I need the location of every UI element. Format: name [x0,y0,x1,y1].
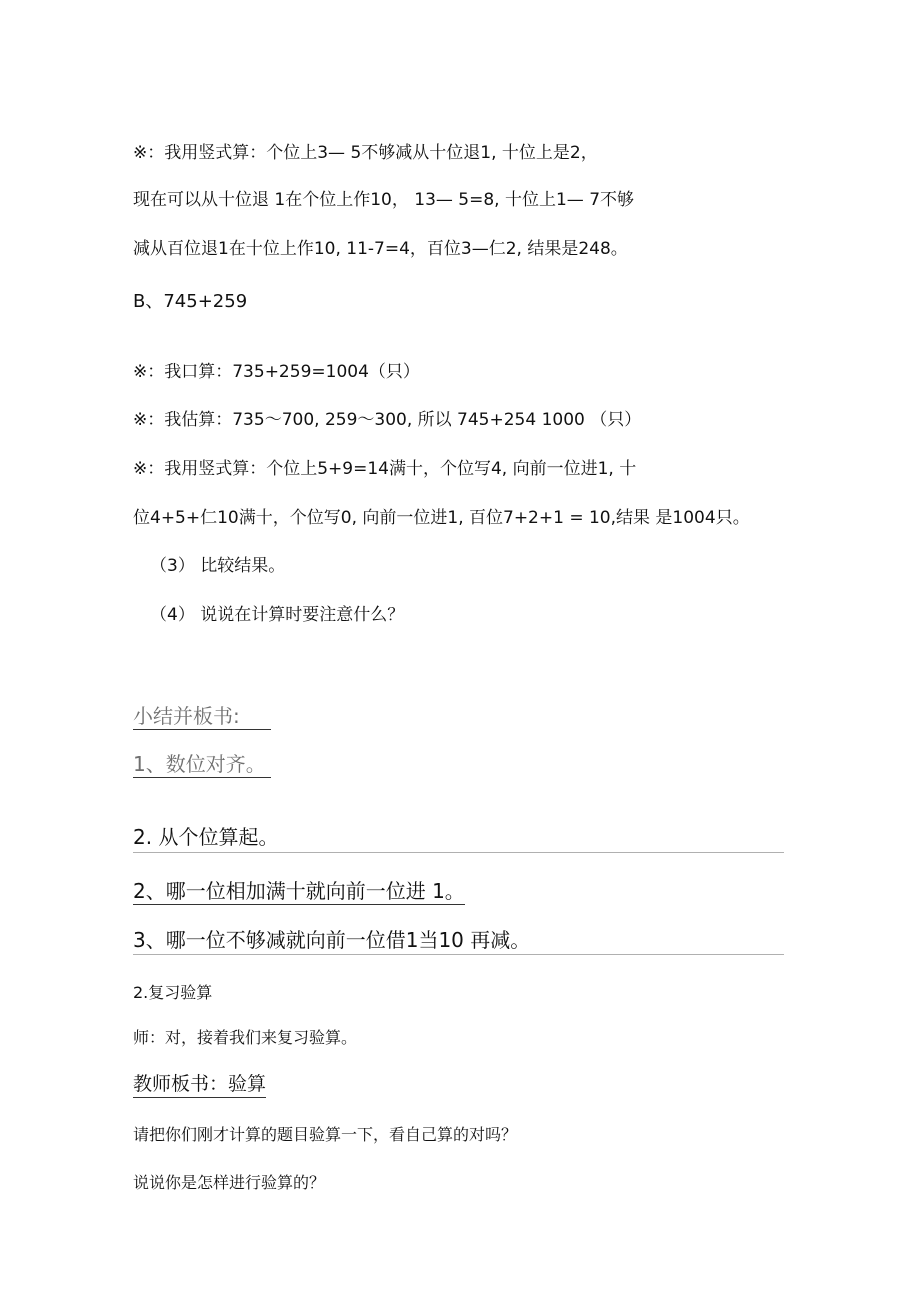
section-heading: 2.复习验算 [133,983,213,1002]
question-line: 说说你是怎样进行验算的？ [133,1173,326,1192]
text-line: （4） 说说在计算时要注意什么？ [150,605,405,625]
text-line: ※：我口算：735+259=1004（只） [133,362,420,382]
board-heading: 教师板书：验算 [133,1075,266,1098]
teacher-line: 师：对，接着我们来复习验算。 [133,1028,358,1047]
summary-item: 1、数位对齐。 [133,754,271,778]
text-line: B、745+259 [133,291,248,312]
text-line: 现在可以从十位退 1在个位上作10， 13— 5=8, 十位上1— 7不够 [133,190,635,210]
text-line: ※：我估算：735～700, 259～300, 所以 745+254 1000 （只） [133,410,642,430]
text-line: ※：我用竖式算：个位上5+9=14满十，个位写4, 向前一位进1, 十 [133,459,637,479]
summary-heading: 小结并板书: [133,706,271,730]
divider [133,954,784,955]
question-line: 请把你们刚才计算的题目验算一下，看自己算的对吗？ [133,1125,518,1144]
summary-item: 2、哪一位相加满十就向前一位进 1。 [133,879,465,903]
divider [133,852,784,853]
text-line: ※：我用竖式算：个位上3— 5不够减从十位退1, 十位上是2， [133,143,598,163]
summary-item: 3、哪一位不够减就向前一位借1当10 再减。 [133,928,531,952]
summary-item: 2. 从个位算起。 [133,825,279,849]
text-line: 位4+5+仁10满十，个位写0, 向前一位进1, 百位7+2+1 = 10,结果 是1004只。 [133,508,750,528]
text-line: （3） 比较结果。 [150,556,286,576]
text-line: 减从百位退1在十位上作10, 11-7=4，百位3—仁2, 结果是248。 [133,239,628,259]
